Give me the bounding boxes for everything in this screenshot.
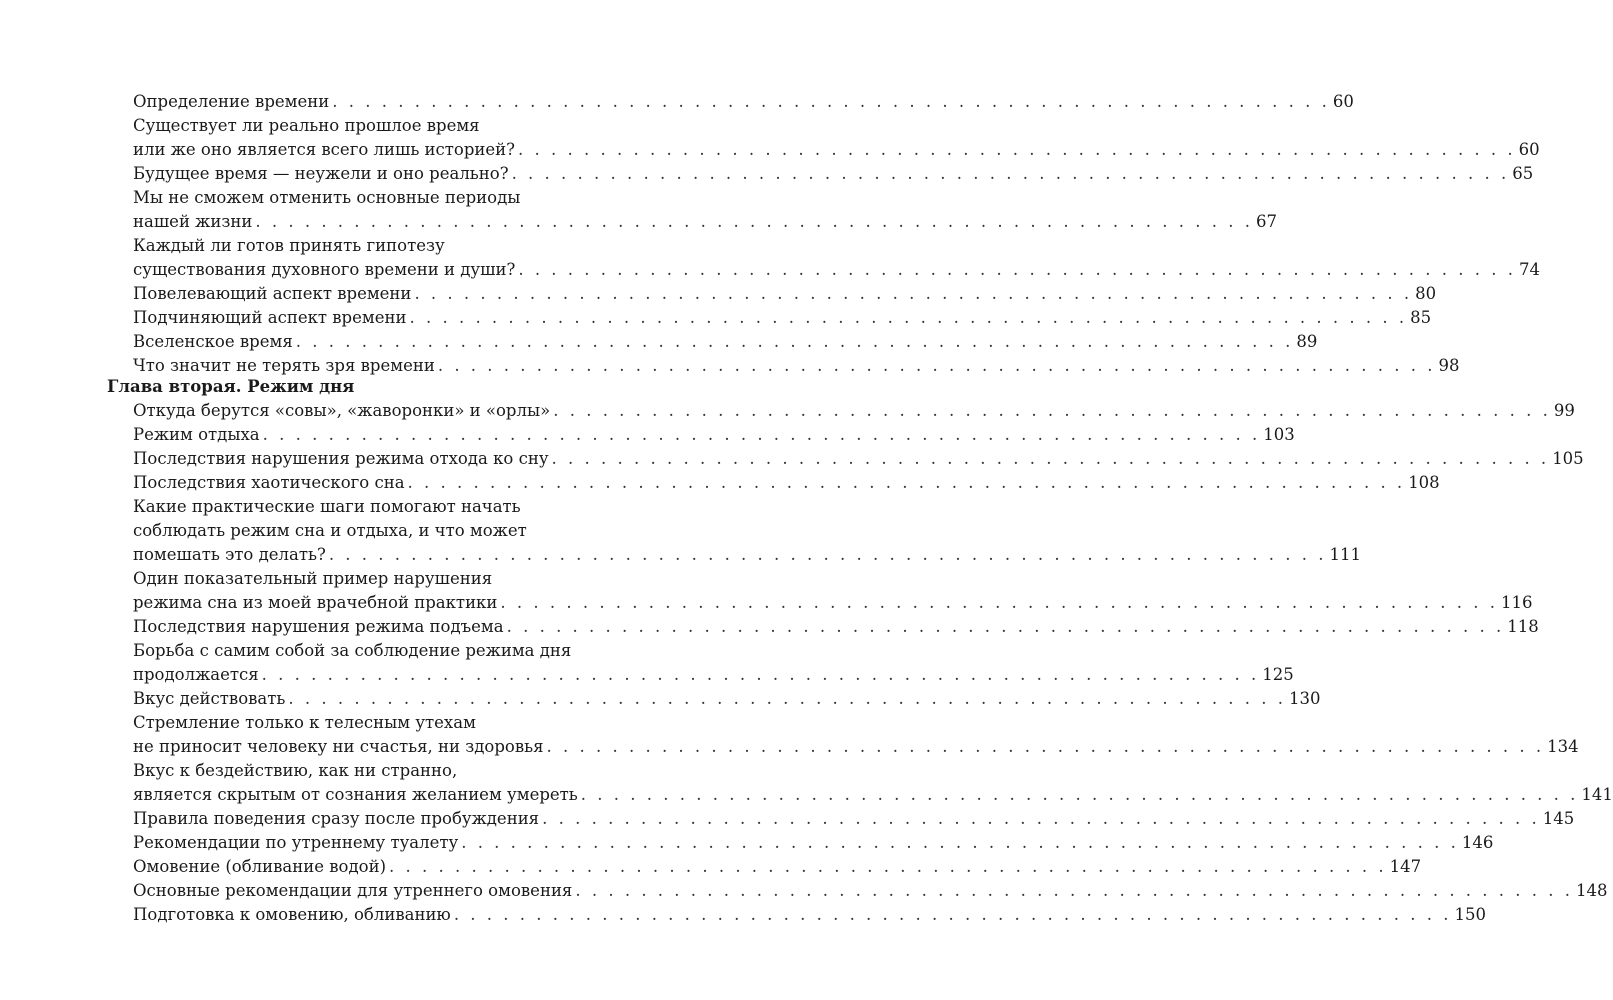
toc-entry-title: нашей жизни — [133, 212, 253, 231]
toc-entry-title-line: Борьба с самим собой за соблюдение режима дня — [133, 641, 572, 660]
dot-leader: . . . . . . . . . . . . . . . . . . . . . . . . . . . . . . . . . . . . . . . . . . . . . . . . . . . . . . . . . . . . . — [461, 833, 1459, 852]
toc-entry-title: не приносит человеку ни счастья, ни здоровья — [133, 737, 544, 756]
toc-page-number: 89 — [1296, 332, 1318, 351]
dot-leader: . . . . . . . . . . . . . . . . . . . . . . . . . . . . . . . . . . . . . . . . . . . . . . . . . . . . . . . . . . . . . — [328, 545, 1327, 564]
toc-entry-title: существования духовного времени и души? — [133, 260, 516, 279]
toc-page-number: 98 — [1438, 356, 1460, 375]
toc-entry — [133, 138, 1540, 162]
toc-page-number: 105 — [1552, 449, 1584, 468]
toc-entry-title: продолжается — [133, 665, 259, 684]
dot-leader: . . . . . . . . . . . . . . . . . . . . . . . . . . . . . . . . . . . . . . . . . . . . . . . . . . . . . . . . . . . . . — [409, 308, 1408, 327]
toc-entry-title: Правила поведения сразу после пробуждения — [133, 809, 540, 828]
toc-page-number: 145 — [1542, 809, 1575, 828]
toc-entry-title-line: Стремление только к телесным утехам — [133, 713, 476, 732]
dot-leader: . . . . . . . . . . . . . . . . . . . . . . . . . . . . . . . . . . . . . . . . . . . . . . . . . . . . . . . . . . . . . — [551, 449, 1550, 468]
dot-leader: . . . . . . . . . . . . . . . . . . . . . . . . . . . . . . . . . . . . . . . . . . . . . . . . . . . . . . . . . . . . . — [332, 92, 1330, 111]
dot-leader: . . . . . . . . . . . . . . . . . . . . . . . . . . . . . . . . . . . . . . . . . . . . . . . . . . . . . . . . . . . . . — [500, 593, 1499, 612]
toc-entry — [133, 807, 1575, 831]
toc-entry — [133, 258, 1540, 282]
dot-leader: . . . . . . . . . . . . . . . . . . . . . . . . . . . . . . . . . . . . . . . . . . . . . . . . . . . . . . . . . . . . . — [542, 809, 1540, 828]
dot-leader: . . . . . . . . . . . . . . . . . . . . . . . . . . . . . . . . . . . . . . . . . . . . . . . . . . . . . . . . . . . . . — [518, 260, 1516, 279]
toc-entry — [133, 471, 1440, 495]
toc-entry-title: Откуда берутся «совы», «жаворонки» и «орлы» — [133, 401, 551, 420]
toc-entry-title-line: соблюдать режим сна и отдыха, и что может — [133, 521, 527, 540]
dot-leader: . . . . . . . . . . . . . . . . . . . . . . . . . . . . . . . . . . . . . . . . . . . . . . . . . . . . . . . . . . . . . — [553, 401, 1551, 420]
toc-entry — [133, 615, 1539, 639]
toc-entry-title-line: Какие практические шаги помогают начать — [133, 497, 521, 516]
toc-entry-title: помешать это делать? — [133, 545, 326, 564]
toc-page-number: 60 — [1332, 92, 1354, 111]
dot-leader: . . . . . . . . . . . . . . . . . . . . . . . . . . . . . . . . . . . . . . . . . . . . . . . . . . . . . . . . . . . . . — [575, 881, 1573, 900]
toc-entry — [133, 306, 1432, 330]
toc-entry-title: Последствия нарушения режима отхода ко сну — [133, 449, 549, 468]
toc-entry-title: Омовение (обливание водой) — [133, 857, 387, 876]
dot-leader: . . . . . . . . . . . . . . . . . . . . . . . . . . . . . . . . . . . . . . . . . . . . . . . . . . . . . . . . . . . . . — [546, 737, 1545, 756]
toc-entry-title: Определение времени — [133, 92, 330, 111]
toc-page-number: 67 — [1256, 212, 1277, 231]
toc-entry-title: Будущее время — неужели и оно реально? — [133, 164, 509, 183]
toc-page-number: 103 — [1263, 425, 1295, 444]
toc-entry-title: Вкус действовать — [133, 689, 286, 708]
toc-entry — [133, 447, 1584, 471]
dot-leader: . . . . . . . . . . . . . . . . . . . . . . . . . . . . . . . . . . . . . . . . . . . . . . . . . . . . . . . . . . . . . — [261, 665, 1260, 684]
toc-page-number: 108 — [1408, 473, 1440, 492]
chapter-heading: Глава вторая. Режим дня — [107, 377, 355, 396]
toc-entry — [133, 282, 1437, 306]
toc-entry — [133, 90, 1354, 114]
toc-page-number: 150 — [1454, 905, 1486, 924]
dot-leader: . . . . . . . . . . . . . . . . . . . . . . . . . . . . . . . . . . . . . . . . . . . . . . . . . . . . . . . . . . . . . — [288, 689, 1287, 708]
toc-page-number: 60 — [1518, 140, 1540, 159]
toc-entry — [133, 330, 1318, 354]
dot-leader: . . . . . . . . . . . . . . . . . . . . . . . . . . . . . . . . . . . . . . . . . . . . . . . . . . . . . . . . . . . . . — [511, 164, 1510, 183]
dot-leader: . . . . . . . . . . . . . . . . . . . . . . . . . . . . . . . . . . . . . . . . . . . . . . . . . . . . . . . . . . . . . — [414, 284, 1413, 303]
dot-leader: . . . . . . . . . . . . . . . . . . . . . . . . . . . . . . . . . . . . . . . . . . . . . . . . . . . . . . . . . . . . . — [389, 857, 1387, 876]
toc-entry-title: Рекомендации по утреннему туалету — [133, 833, 459, 852]
toc-entry-title: Вселенское время — [133, 332, 293, 351]
dot-leader: . . . . . . . . . . . . . . . . . . . . . . . . . . . . . . . . . . . . . . . . . . . . . . . . . . . . . . . . . . . . . — [262, 425, 1261, 444]
toc-page-number: 74 — [1518, 260, 1540, 279]
toc-entry-title-line: Существует ли реально прошлое время — [133, 116, 480, 135]
dot-leader: . . . . . . . . . . . . . . . . . . . . . . . . . . . . . . . . . . . . . . . . . . . . . . . . . . . . . . . . . . . . . — [255, 212, 1253, 231]
dot-leader: . . . . . . . . . . . . . . . . . . . . . . . . . . . . . . . . . . . . . . . . . . . . . . . . . . . . . . . . . . . . . — [580, 785, 1579, 804]
dot-leader: . . . . . . . . . . . . . . . . . . . . . . . . . . . . . . . . . . . . . . . . . . . . . . . . . . . . . . . . . . . . . — [407, 473, 1406, 492]
toc-page-number: 118 — [1507, 617, 1539, 636]
toc-entry-title: Последствия нарушения режима подъема — [133, 617, 504, 636]
toc-entry — [133, 543, 1361, 567]
toc-entry — [133, 783, 1613, 807]
toc-entry — [133, 831, 1494, 855]
toc-entry — [133, 687, 1321, 711]
toc-page-number: 65 — [1512, 164, 1534, 183]
toc-entry — [133, 663, 1294, 687]
toc-entry — [133, 210, 1277, 234]
toc-entry — [133, 162, 1534, 186]
toc-entry-title-line: Каждый ли готов принять гипотезу — [133, 236, 445, 255]
toc-entry-title: Основные рекомендации для утреннего омовения — [133, 881, 573, 900]
toc-page-number: 146 — [1461, 833, 1494, 852]
toc-entry — [133, 903, 1486, 927]
toc-entry-title: Что значит не терять зря времени — [133, 356, 435, 375]
toc-entry-title: является скрытым от сознания желанием умереть — [133, 785, 578, 804]
toc-entry-title-line: Мы не сможем отменить основные периоды — [133, 188, 521, 207]
toc-entry-title: Подчиняющий аспект времени — [133, 308, 407, 327]
toc-entry-title: или же оно является всего лишь историей? — [133, 140, 516, 159]
toc-entry — [133, 855, 1422, 879]
toc-page-number: 148 — [1576, 881, 1608, 900]
toc-entry-title-line: Один показательный пример нарушения — [133, 569, 493, 588]
toc-entry — [133, 735, 1579, 759]
toc-entry — [133, 423, 1295, 447]
toc-entry — [133, 399, 1575, 423]
toc-page-number: 125 — [1262, 665, 1294, 684]
toc-entry — [133, 591, 1533, 615]
dot-leader: . . . . . . . . . . . . . . . . . . . . . . . . . . . . . . . . . . . . . . . . . . . . . . . . . . . . . . . . . . . . . — [506, 617, 1505, 636]
toc-page-number: 80 — [1415, 284, 1437, 303]
toc-page-number: 99 — [1553, 401, 1575, 420]
toc-page-number: 130 — [1289, 689, 1321, 708]
dot-leader: . . . . . . . . . . . . . . . . . . . . . . . . . . . . . . . . . . . . . . . . . . . . . . . . . . . . . . . . . . . . . — [295, 332, 1294, 351]
toc-entry — [133, 879, 1608, 903]
toc-page-number: 111 — [1329, 545, 1361, 564]
toc-entry-title-line: Вкус к бездействию, как ни странно, — [133, 761, 458, 780]
toc-page-number: 141 — [1581, 785, 1613, 804]
toc-page-number: 147 — [1389, 857, 1422, 876]
toc-entry-title: Последствия хаотического сна — [133, 473, 405, 492]
toc-entry-title: Повелевающий аспект времени — [133, 284, 412, 303]
dot-leader: . . . . . . . . . . . . . . . . . . . . . . . . . . . . . . . . . . . . . . . . . . . . . . . . . . . . . . . . . . . . . — [518, 140, 1516, 159]
toc-page-number: 116 — [1501, 593, 1533, 612]
toc-entry-title: Подготовка к омовению, обливанию — [133, 905, 451, 924]
toc-entry-title: Режим отдыха — [133, 425, 260, 444]
toc-entry-title: режима сна из моей врачебной практики — [133, 593, 498, 612]
toc-page-number: 134 — [1547, 737, 1579, 756]
toc-page-number: 85 — [1410, 308, 1432, 327]
dot-leader: . . . . . . . . . . . . . . . . . . . . . . . . . . . . . . . . . . . . . . . . . . . . . . . . . . . . . . . . . . . . . — [437, 356, 1436, 375]
dot-leader: . . . . . . . . . . . . . . . . . . . . . . . . . . . . . . . . . . . . . . . . . . . . . . . . . . . . . . . . . . . . . — [453, 905, 1452, 924]
